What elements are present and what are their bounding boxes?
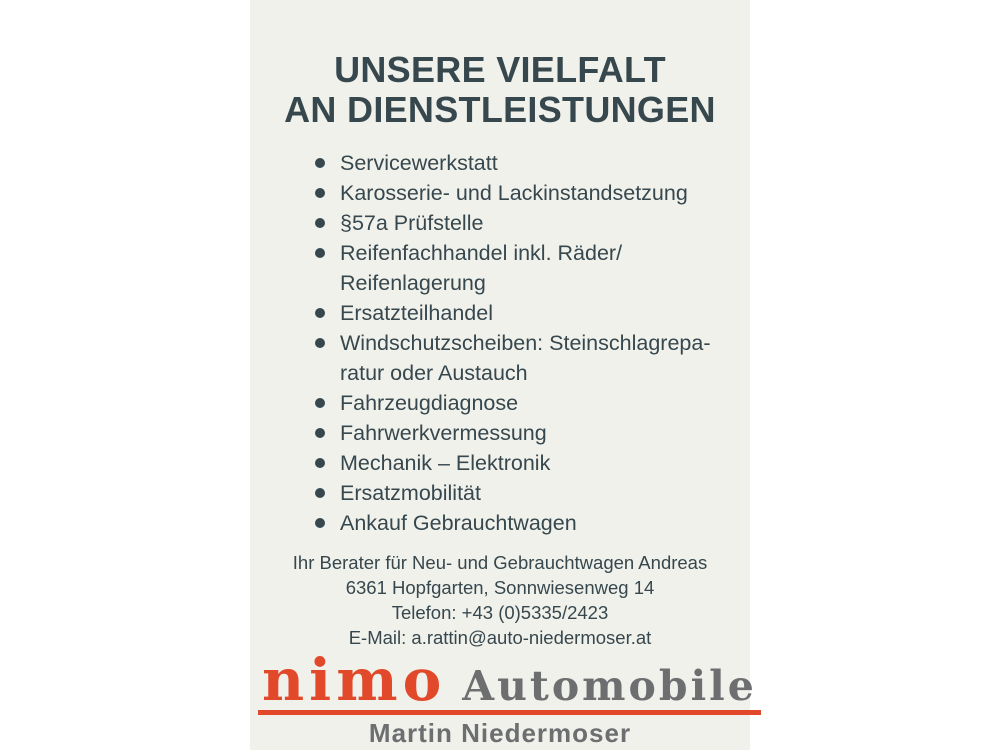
bullet-dot-icon: [315, 308, 325, 318]
bullet-dot-icon: [315, 488, 325, 498]
service-item: [315, 148, 750, 178]
contact-line: 6361 Hopfgarten, Sonnwiesenweg 14: [345, 577, 655, 598]
contact-line: E-Mail: a.rattin@auto-niedermoser.at: [348, 627, 652, 648]
logo-subtitle: Martin Niedermoser: [368, 718, 632, 748]
service-item: [315, 208, 750, 238]
service-item: [315, 298, 750, 328]
bullet-dot-icon: [315, 428, 325, 438]
service-label: Servicewerkstatt: [340, 151, 498, 175]
contact-block: [250, 550, 750, 650]
page-title: [250, 0, 750, 130]
bullet-dot-icon: [315, 458, 325, 468]
service-label: Ersatzteilhandel: [340, 301, 493, 325]
service-label: Karosserie- und Lackinstandsetzung: [340, 181, 688, 205]
service-label: Ersatzmobilität: [340, 481, 481, 505]
bullet-dot-icon: [315, 518, 325, 528]
service-item: [315, 388, 750, 418]
title-line-2: AN DIENSTLEISTUNGEN: [284, 89, 716, 130]
service-item: [315, 508, 750, 538]
logo-brand-suffix-text: Automobile: [462, 662, 757, 710]
title-line-1: UNSERE VIELFALT: [334, 49, 666, 90]
service-label: Fahrzeugdiagnose: [340, 391, 519, 415]
contact-line: Ihr Berater für Neu- und Gebrauchtwagen Andreas: [292, 552, 708, 573]
bullet-dot-icon: [315, 188, 325, 198]
service-item: [315, 478, 750, 508]
bullet-dot-icon: [315, 218, 325, 228]
bullet-dot-icon: [315, 398, 325, 408]
service-label: Mechanik – Elektronik: [340, 451, 551, 475]
logo-brand-text: nimo: [262, 646, 447, 714]
service-label: Fahrwerkvermessung: [340, 421, 547, 445]
service-item: [315, 178, 750, 208]
service-label: Reifenfachhandel inkl. Räder/ Reifenlagerung: [340, 241, 623, 295]
service-item: [315, 328, 750, 388]
ad-card: [250, 0, 757, 750]
logo-wordmark: [258, 646, 761, 715]
service-label: Windschutzscheiben: Steinschlagrepa- ratur oder Austauch: [340, 331, 711, 385]
service-item: [315, 448, 750, 478]
bullet-dot-icon: [315, 158, 325, 168]
service-label: Ankauf Gebrauchtwagen: [340, 511, 577, 535]
bullet-dot-icon: [315, 248, 325, 258]
service-item: [315, 238, 750, 298]
contact-line: Telefon: +43 (0)5335/2423: [391, 602, 609, 623]
services-list: [250, 148, 750, 538]
service-label: §57a Prüfstelle: [340, 211, 484, 235]
service-item: [315, 418, 750, 448]
bullet-dot-icon: [315, 338, 325, 348]
brand-logo: [250, 646, 757, 749]
